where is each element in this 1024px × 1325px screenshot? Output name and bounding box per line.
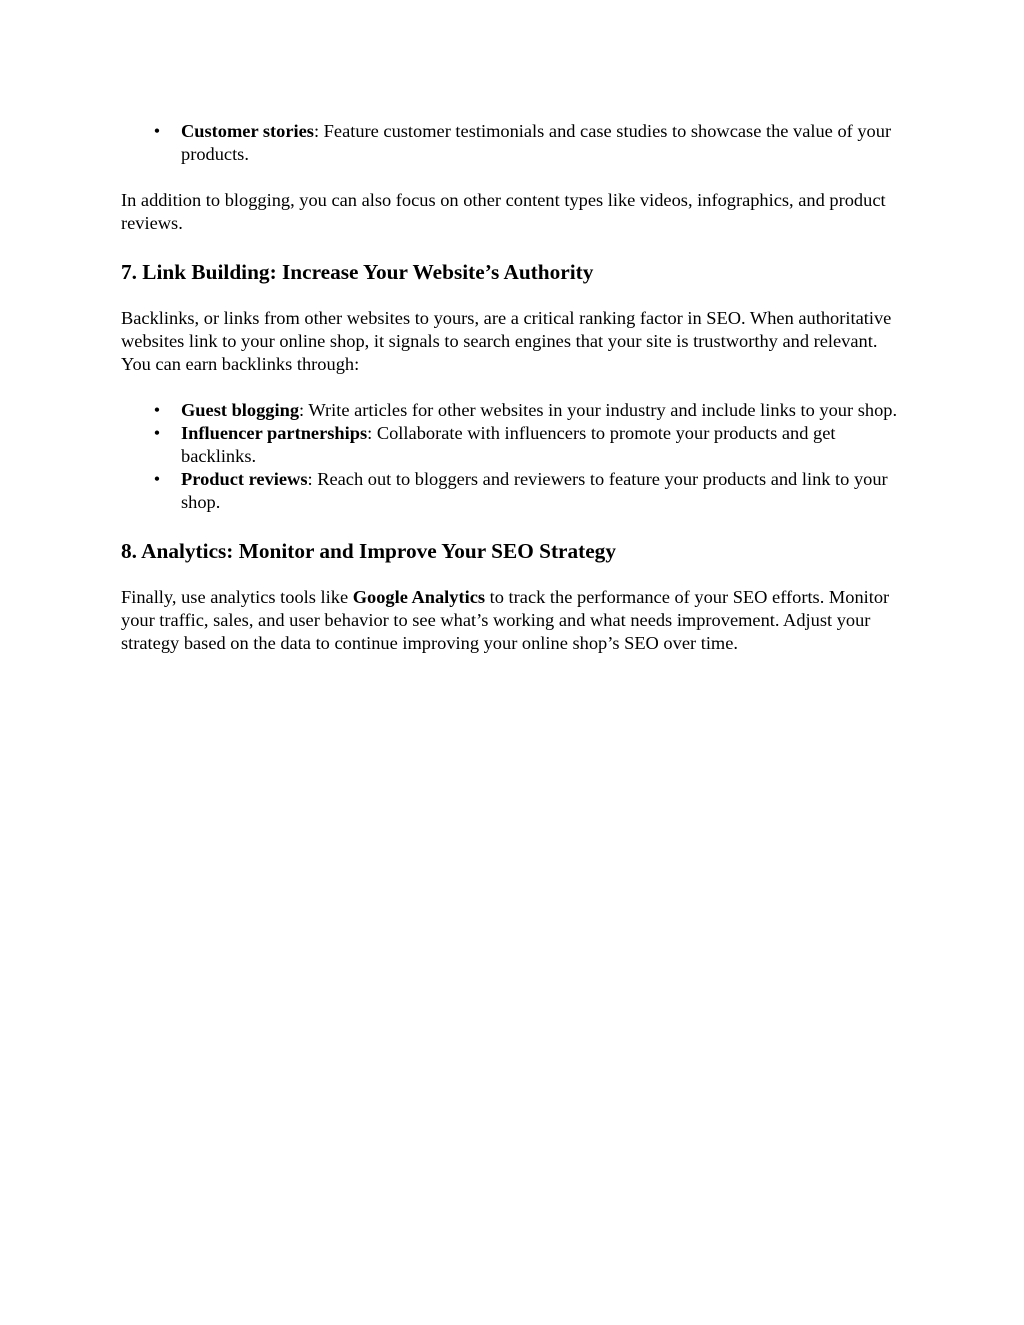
list-item-text: : Write articles for other websites in your industry and include links to your shop. [299, 400, 898, 420]
list-item-text: : Reach out to bloggers and reviewers to feature your products and link to your shop. [181, 469, 888, 512]
bullet-icon: • [153, 121, 161, 141]
list-item-term: Guest blogging [181, 400, 300, 420]
bullet-icon: • [153, 469, 161, 489]
paragraph-blogging: In addition to blogging, you can also focus on other content types like videos, infographics, and product reviews. [121, 190, 886, 233]
list-item [121, 422, 906, 468]
paragraph-analytics [121, 586, 906, 655]
paragraph-backlinks: Backlinks, or links from other websites to yours, are a critical ranking factor in SEO. When authoritative websites link to your online shop, it signals to search engines that your site is trustworthy and relevant. You can earn backlinks through: [121, 308, 892, 374]
list-item [121, 399, 906, 422]
bullet-icon: • [153, 400, 161, 420]
list-item-term: Influencer partnerships [181, 423, 368, 443]
list-item-text: : Collaborate with influencers to promote your products and get backlinks. [181, 423, 836, 466]
paragraph-analytics-bold: Google Analytics [352, 587, 486, 607]
list-item-term: Customer stories [181, 121, 314, 141]
paragraph-analytics-after: to track the performance of your SEO efforts. Monitor your traffic, sales, and user behavior to see what’s working and what needs improvement. Adjust your strategy based on the data to continue improving your online shop’s SEO over time. [121, 587, 890, 653]
list-item [121, 468, 906, 514]
bullet-icon: • [153, 423, 161, 443]
list-item [121, 120, 906, 166]
paragraph-analytics-before: Finally, use analytics tools like [121, 587, 353, 607]
section-heading-analytics: 8. Analytics: Monitor and Improve Your SEO Strategy [121, 539, 616, 563]
bullet-list-backlinks [121, 399, 906, 514]
section-heading-link-building: 7. Link Building: Increase Your Website’s Authority [121, 260, 594, 284]
page-content [121, 120, 906, 655]
list-item-term: Product reviews [181, 469, 308, 489]
list-item-text: : Feature customer testimonials and case studies to showcase the value of your products. [181, 121, 892, 164]
bullet-list-customer [121, 120, 906, 166]
